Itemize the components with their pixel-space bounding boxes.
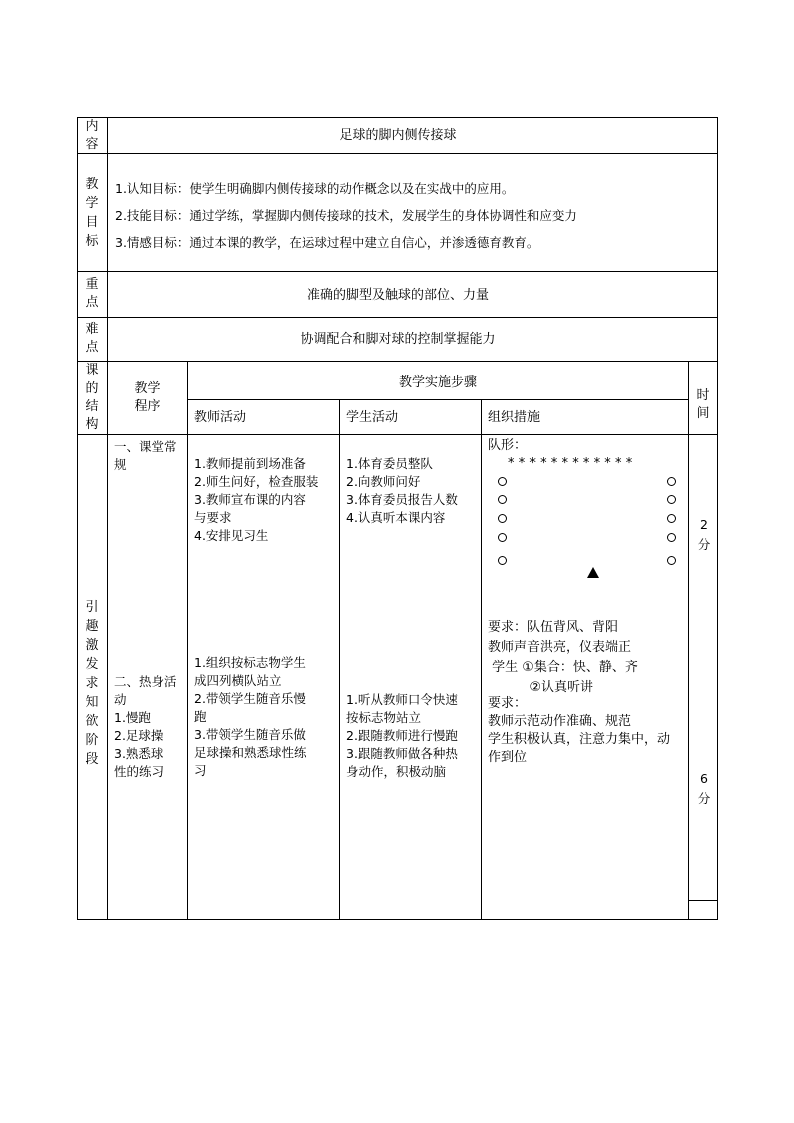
- time-1: [694, 515, 714, 555]
- teacher-line: 4.安排见习生: [194, 528, 269, 543]
- structure-header: 课的结构: [85, 363, 99, 432]
- row-divider: [77, 153, 718, 154]
- student-activity-header: 学生活动: [346, 410, 399, 425]
- row-divider: [688, 900, 718, 901]
- organization-requirements-2: [488, 695, 670, 767]
- content-label: 内容: [85, 119, 99, 152]
- program-line: 性的练习: [114, 764, 165, 779]
- marker-circle-icon: [667, 514, 676, 523]
- teacher-line: 足球操和熟悉球性练: [194, 745, 307, 760]
- teacher-line: 1.组织按标志物学生: [194, 655, 306, 670]
- teacher-line: 与要求: [194, 510, 232, 525]
- teacher-line: 3.带领学生随音乐做: [194, 727, 306, 742]
- time-value: 6: [700, 771, 708, 786]
- key-points-label: 重点: [85, 277, 99, 310]
- col-divider: [339, 399, 340, 920]
- student-line: 1.体育委员整队: [346, 456, 433, 471]
- org-line: ②认真听讲: [488, 680, 593, 695]
- teacher-triangle-icon: [587, 567, 599, 578]
- marker-circle-icon: [667, 533, 676, 542]
- program-line: 一、课堂常: [114, 439, 177, 454]
- program-line: 规: [114, 457, 127, 472]
- org-line: 要求：: [488, 696, 528, 711]
- objective-item: 2.技能目标：通过学练，掌握脚内侧传接球的技术，发展学生的身体协调性和应变力: [115, 208, 577, 223]
- formation-label: 队形：: [488, 438, 528, 453]
- student-line: 3.体育委员报告人数: [346, 492, 458, 507]
- teacher-line: 3.教师宣布课的内容: [194, 492, 306, 507]
- teacher-activity-1: [194, 455, 318, 545]
- col-divider: [107, 117, 108, 920]
- teacher-activity-2: [194, 654, 307, 780]
- program-routine: [114, 438, 177, 474]
- student-line: 4.认真听本课内容: [346, 510, 446, 525]
- teacher-line: 2.带领学生随音乐慢: [194, 691, 306, 706]
- time-value: 2: [700, 517, 708, 532]
- org-line: 教师声音洪亮，仪表端正: [488, 640, 632, 655]
- program-line: 3.熟悉球: [114, 746, 164, 761]
- program-line: 1.慢跑: [114, 710, 151, 725]
- col-divider: [187, 361, 188, 920]
- student-line: 身动作，积极动脑: [346, 764, 447, 779]
- org-line: 作到位: [488, 750, 528, 765]
- row-divider: [77, 317, 718, 318]
- marker-circle-icon: [498, 514, 507, 523]
- marker-circle-icon: [498, 495, 507, 504]
- marker-circle-icon: [667, 556, 676, 565]
- objective-item: 3.情感目标：通过本课的教学，在运球过程中建立自信心，并渗透德育教育。: [115, 235, 540, 250]
- difficulties-text: 协调配合和脚对球的控制掌握能力: [300, 332, 496, 347]
- marker-circle-icon: [667, 495, 676, 504]
- teacher-activity-header: 教师活动: [194, 410, 247, 425]
- time-2: [694, 769, 714, 809]
- stage-name: 引趣激发求知欲阶段: [85, 600, 99, 767]
- objective-item: 1.认知目标：使学生明确脚内侧传接球的动作概念以及在实战中的应用。: [115, 181, 515, 196]
- student-line: 2.向教师问好: [346, 474, 421, 489]
- teacher-line: 1.教师提前到场准备: [194, 456, 306, 471]
- org-line: 要求：队伍背风、背阳: [488, 620, 619, 635]
- key-points-text: 准确的脚型及触球的部位、力量: [306, 288, 489, 303]
- program-line: 动: [114, 692, 127, 707]
- student-line: 1.听从教师口令快速: [346, 692, 458, 707]
- row-divider: [77, 271, 718, 272]
- student-activity-2: [346, 691, 458, 781]
- student-activity-1: [346, 455, 458, 527]
- student-line: 3.跟随教师做各种热: [346, 746, 458, 761]
- marker-circle-icon: [667, 477, 676, 486]
- time-header: 时间: [696, 388, 710, 421]
- row-divider: [77, 434, 718, 435]
- row-divider: [187, 399, 688, 400]
- student-line: 2.跟随教师进行慢跑: [346, 728, 458, 743]
- org-line: 教师示范动作准确、规范: [488, 714, 632, 729]
- lesson-title: 足球的脚内侧传接球: [339, 128, 457, 143]
- program-header-text: 教学程序: [134, 381, 161, 414]
- marker-circle-icon: [498, 477, 507, 486]
- program-line: 二、热身活: [114, 674, 177, 689]
- marker-circle-icon: [498, 533, 507, 542]
- time-unit: 分: [697, 791, 711, 806]
- teacher-line: 习: [194, 763, 207, 778]
- difficulties-label: 难点: [85, 322, 99, 355]
- org-line: 学生 ①集合：快、静、齐: [488, 660, 638, 675]
- marker-circle-icon: [498, 556, 507, 565]
- time-unit: 分: [697, 537, 711, 552]
- teacher-line: 成四列横队站立: [194, 673, 282, 688]
- steps-header: 教学实施步骤: [398, 375, 477, 390]
- formation-stars: ************: [508, 456, 637, 471]
- teacher-line: 跑: [194, 709, 207, 724]
- org-line: 学生积极认真，注意力集中，动: [488, 732, 671, 747]
- program-line: 2.足球操: [114, 728, 164, 743]
- organization-header: 组织措施: [488, 410, 541, 425]
- teacher-line: 2.师生问好，检查服装: [194, 474, 319, 489]
- col-divider: [481, 399, 482, 920]
- organization-requirements-1: [488, 618, 638, 698]
- row-divider: [77, 361, 718, 362]
- program-header: [108, 380, 187, 416]
- col-divider: [688, 361, 689, 920]
- student-line: 按标志物站立: [346, 710, 422, 725]
- objectives-label: 教学目标: [85, 177, 99, 249]
- program-warmup: [114, 673, 177, 781]
